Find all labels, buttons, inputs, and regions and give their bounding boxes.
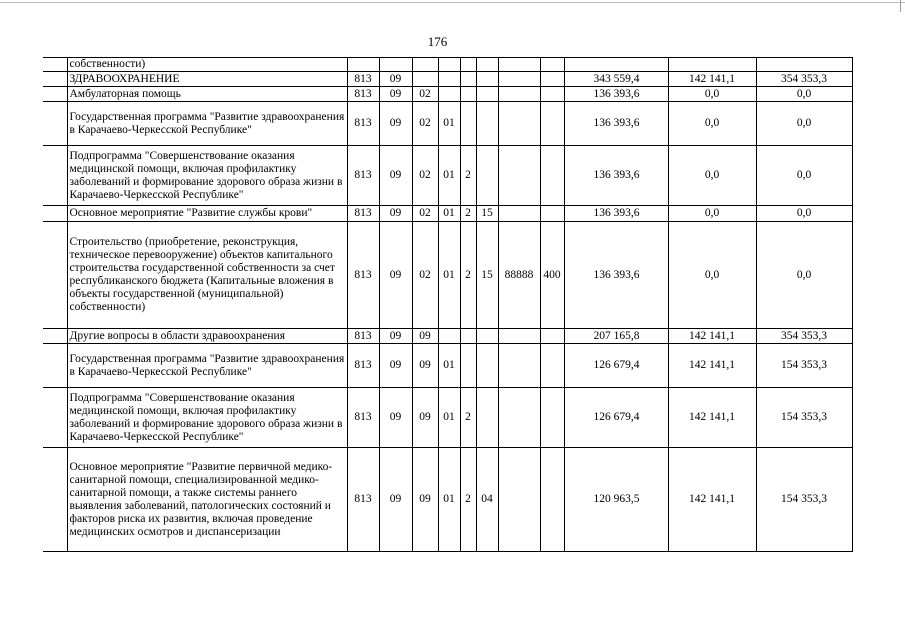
code-cell: 09 xyxy=(379,388,412,448)
row-name-cell: Амбулаторная помощь xyxy=(67,87,347,102)
code-cell: 2 xyxy=(460,222,476,329)
code-cell: 2 xyxy=(460,206,476,222)
code-cell xyxy=(498,72,540,87)
amount-cell: 142 141,1 xyxy=(668,344,756,388)
amount-cell: 0,0 xyxy=(668,102,756,146)
code-cell: 01 xyxy=(438,206,460,222)
row-name-cell: Строительство (приобретение, реконструкция, техническое перевооружение) объектов капитального строительства государственной собственности за счет республиканского бюджета (Капитальные вложения в объекты государственной (муниципальной) собственности) xyxy=(67,222,347,329)
row-name-cell: Подпрограмма "Совершенствование оказания медицинской помощи, включая профилактику заболеваний и формирование здорового образа жизни в Карачаево-Черкесской Республике" xyxy=(67,146,347,206)
code-cell xyxy=(476,72,498,87)
row-name-cell: Другие вопросы в области здравоохранения xyxy=(67,329,347,344)
code-cell: 09 xyxy=(379,102,412,146)
code-cell: 813 xyxy=(347,388,379,448)
row-name-cell: Основное мероприятие "Развитие первичной медико-санитарной помощи, специализированной медико-санитарной помощи, а также системы раннего выявления заболеваний, патологических состояний и факторов риска их развития, включая проведение медицинских осмотров и диспансеризации xyxy=(67,448,347,552)
code-cell: 01 xyxy=(438,448,460,552)
amount-cell: 142 141,1 xyxy=(668,329,756,344)
code-cell xyxy=(412,58,438,72)
amount-cell: 0,0 xyxy=(756,146,852,206)
table-row xyxy=(43,72,852,87)
code-cell: 09 xyxy=(379,222,412,329)
table-row xyxy=(43,87,852,102)
code-cell xyxy=(347,58,379,72)
amount-cell: 0,0 xyxy=(668,87,756,102)
row-margin-cell xyxy=(43,448,67,552)
code-cell xyxy=(498,87,540,102)
amount-cell: 0,0 xyxy=(668,222,756,329)
row-margin-cell xyxy=(43,72,67,87)
code-cell: 02 xyxy=(412,87,438,102)
code-cell: 09 xyxy=(379,329,412,344)
code-cell xyxy=(540,344,564,388)
code-cell xyxy=(540,58,564,72)
code-cell xyxy=(476,146,498,206)
code-cell xyxy=(476,329,498,344)
code-cell: 01 xyxy=(438,222,460,329)
table-row xyxy=(43,206,852,222)
code-cell: 02 xyxy=(412,102,438,146)
code-cell xyxy=(498,344,540,388)
code-cell: 09 xyxy=(412,448,438,552)
table-row xyxy=(43,329,852,344)
code-cell: 01 xyxy=(438,102,460,146)
amount-cell xyxy=(668,58,756,72)
code-cell: 15 xyxy=(476,206,498,222)
code-cell xyxy=(412,72,438,87)
code-cell xyxy=(540,329,564,344)
code-cell: 09 xyxy=(379,448,412,552)
code-cell xyxy=(540,206,564,222)
table-row xyxy=(43,146,852,206)
code-cell: 09 xyxy=(412,388,438,448)
row-name-cell: Государственная программа "Развитие здравоохранения в Карачаево-Черкесской Республике" xyxy=(67,344,347,388)
row-name-cell: собственности) xyxy=(67,58,347,72)
code-cell: 813 xyxy=(347,344,379,388)
code-cell: 813 xyxy=(347,87,379,102)
amount-cell: 126 679,4 xyxy=(564,388,668,448)
amount-cell: 0,0 xyxy=(756,206,852,222)
code-cell: 813 xyxy=(347,448,379,552)
code-cell xyxy=(460,58,476,72)
code-cell: 02 xyxy=(412,146,438,206)
code-cell: 02 xyxy=(412,206,438,222)
code-cell xyxy=(476,388,498,448)
row-margin-cell xyxy=(43,388,67,448)
row-margin-cell xyxy=(43,58,67,72)
code-cell xyxy=(460,329,476,344)
table-row xyxy=(43,102,852,146)
code-cell xyxy=(498,58,540,72)
amount-cell xyxy=(564,58,668,72)
row-margin-cell xyxy=(43,329,67,344)
code-cell: 2 xyxy=(460,146,476,206)
row-margin-cell xyxy=(43,344,67,388)
code-cell xyxy=(498,146,540,206)
code-cell xyxy=(438,329,460,344)
code-cell xyxy=(476,87,498,102)
code-cell xyxy=(540,146,564,206)
table-row xyxy=(43,388,852,448)
code-cell xyxy=(438,58,460,72)
amount-cell: 0,0 xyxy=(668,146,756,206)
code-cell xyxy=(476,58,498,72)
amount-cell xyxy=(756,58,852,72)
code-cell xyxy=(540,87,564,102)
code-cell: 04 xyxy=(476,448,498,552)
amount-cell: 0,0 xyxy=(756,102,852,146)
code-cell: 813 xyxy=(347,72,379,87)
code-cell xyxy=(540,102,564,146)
code-cell: 09 xyxy=(412,329,438,344)
amount-cell: 154 353,3 xyxy=(756,448,852,552)
code-cell: 09 xyxy=(379,344,412,388)
scan-top-edge xyxy=(0,2,905,3)
code-cell: 09 xyxy=(379,206,412,222)
code-cell xyxy=(540,448,564,552)
scan-right-edge xyxy=(900,0,901,12)
amount-cell: 207 165,8 xyxy=(564,329,668,344)
code-cell: 813 xyxy=(347,102,379,146)
amount-cell: 142 141,1 xyxy=(668,388,756,448)
code-cell: 01 xyxy=(438,344,460,388)
table-row xyxy=(43,58,852,72)
code-cell: 813 xyxy=(347,222,379,329)
code-cell: 09 xyxy=(379,72,412,87)
code-cell: 01 xyxy=(438,388,460,448)
row-name-cell: Основное мероприятие "Развитие службы крови" xyxy=(67,206,347,222)
code-cell xyxy=(498,206,540,222)
row-name-cell: Государственная программа "Развитие здравоохранения в Карачаево-Черкесской Республике" xyxy=(67,102,347,146)
amount-cell: 126 679,4 xyxy=(564,344,668,388)
code-cell: 2 xyxy=(460,448,476,552)
row-margin-cell xyxy=(43,102,67,146)
code-cell: 400 xyxy=(540,222,564,329)
code-cell: 2 xyxy=(460,388,476,448)
amount-cell: 354 353,3 xyxy=(756,72,852,87)
page-number: 176 xyxy=(427,34,448,49)
row-margin-cell xyxy=(43,146,67,206)
code-cell xyxy=(438,87,460,102)
table-row xyxy=(43,344,852,388)
amount-cell: 154 353,3 xyxy=(756,388,852,448)
code-cell: 09 xyxy=(379,87,412,102)
code-cell: 813 xyxy=(347,329,379,344)
code-cell xyxy=(438,72,460,87)
row-margin-cell xyxy=(43,206,67,222)
code-cell: 813 xyxy=(347,206,379,222)
table-row xyxy=(43,222,852,329)
amount-cell: 136 393,6 xyxy=(564,146,668,206)
amount-cell: 142 141,1 xyxy=(668,448,756,552)
code-cell: 09 xyxy=(412,344,438,388)
amount-cell: 154 353,3 xyxy=(756,344,852,388)
code-cell xyxy=(540,72,564,87)
amount-cell: 136 393,6 xyxy=(564,206,668,222)
code-cell xyxy=(460,344,476,388)
amount-cell: 354 353,3 xyxy=(756,329,852,344)
code-cell xyxy=(379,58,412,72)
row-name-cell: Подпрограмма "Совершенствование оказания медицинской помощи, включая профилактику заболеваний и формирование здорового образа жизни в Карачаево-Черкесской Республике" xyxy=(67,388,347,448)
code-cell xyxy=(498,329,540,344)
table-row xyxy=(43,448,852,552)
row-margin-cell xyxy=(43,87,67,102)
amount-cell: 136 393,6 xyxy=(564,87,668,102)
row-margin-cell xyxy=(43,222,67,329)
code-cell xyxy=(498,448,540,552)
code-cell: 88888 xyxy=(498,222,540,329)
code-cell: 15 xyxy=(476,222,498,329)
code-cell xyxy=(476,102,498,146)
code-cell xyxy=(498,102,540,146)
amount-cell: 0,0 xyxy=(756,87,852,102)
code-cell xyxy=(460,87,476,102)
amount-cell: 120 963,5 xyxy=(564,448,668,552)
code-cell: 01 xyxy=(438,146,460,206)
budget-table xyxy=(43,57,853,552)
code-cell: 09 xyxy=(379,146,412,206)
amount-cell: 0,0 xyxy=(756,222,852,329)
code-cell xyxy=(476,344,498,388)
code-cell xyxy=(460,72,476,87)
row-name-cell: ЗДРАВООХРАНЕНИЕ xyxy=(67,72,347,87)
code-cell: 02 xyxy=(412,222,438,329)
code-cell xyxy=(460,102,476,146)
amount-cell: 136 393,6 xyxy=(564,222,668,329)
code-cell xyxy=(540,388,564,448)
amount-cell: 0,0 xyxy=(668,206,756,222)
amount-cell: 142 141,1 xyxy=(668,72,756,87)
amount-cell: 136 393,6 xyxy=(564,102,668,146)
amount-cell: 343 559,4 xyxy=(564,72,668,87)
code-cell xyxy=(498,388,540,448)
code-cell: 813 xyxy=(347,146,379,206)
